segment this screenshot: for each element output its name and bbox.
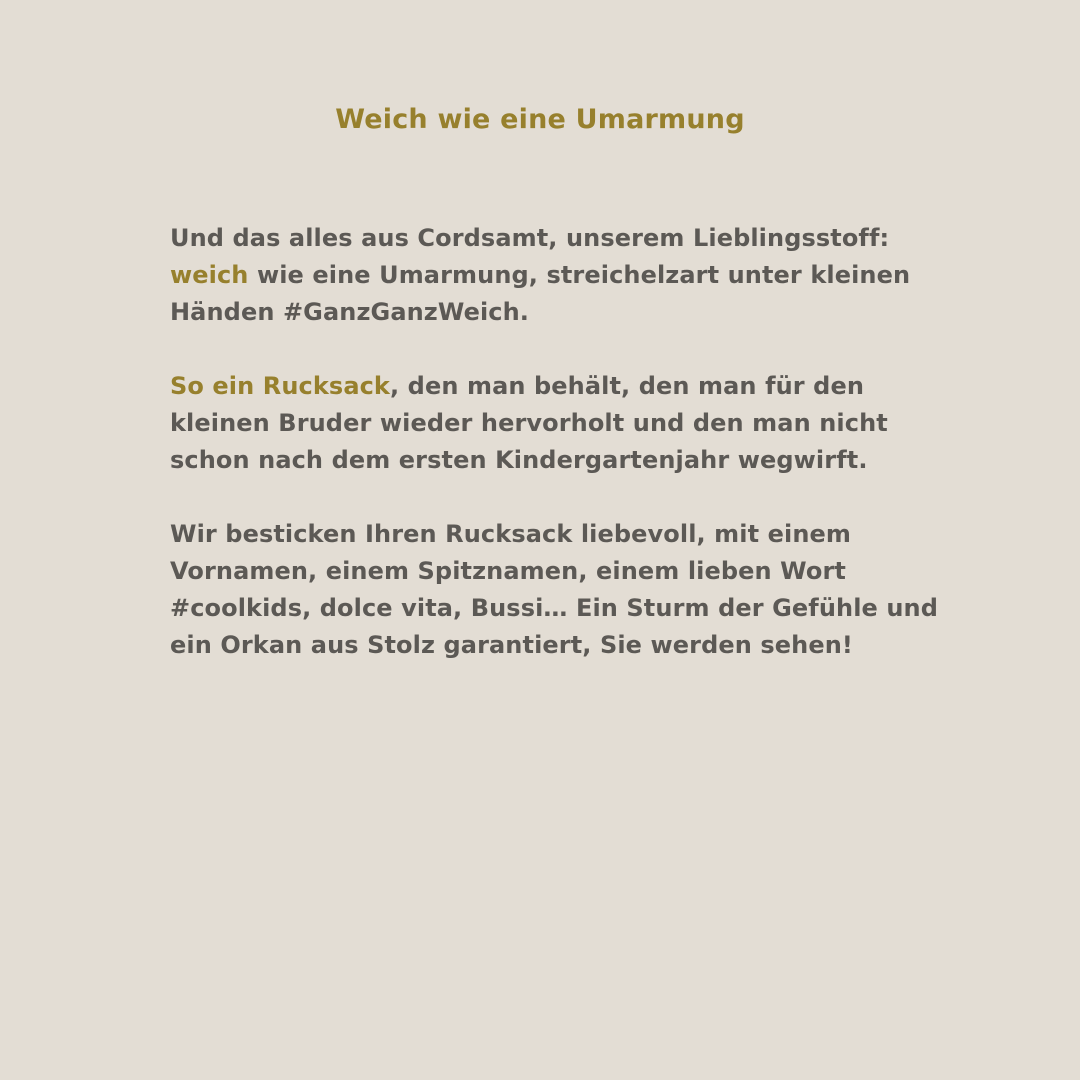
- body-text-span: Vornamen, einem Spitznamen, einem lieben Wort: [170, 557, 846, 585]
- text-line: [170, 590, 939, 627]
- body-text-span: Händen #GanzGanzWeich.: [170, 298, 530, 326]
- body-text-span: , den man behält, den man für den: [390, 372, 865, 400]
- paragraph-material: [170, 220, 930, 331]
- body-text-span: wie eine Umarmung, streichelzart unter kleinen: [248, 261, 911, 289]
- body-text-span: Und das alles aus Cordsamt, unserem Lieblingsstoff:: [170, 224, 890, 252]
- body-text-span: schon nach dem ersten Kindergartenjahr wegwirft.: [170, 446, 868, 474]
- highlight-text: So ein Rucksack: [170, 372, 390, 400]
- text-line: [170, 627, 930, 664]
- text-line: [170, 442, 930, 479]
- paragraph-backpack: [170, 368, 930, 479]
- body-text-span: ein Orkan aus Stolz garantiert, Sie werden sehen!: [170, 631, 853, 659]
- body-text-span: kleinen Bruder wieder hervorholt und den man nicht: [170, 409, 888, 437]
- body-text-span: #coolkids, dolce vita, Bussi… Ein Sturm der Gefühle und: [170, 594, 939, 622]
- text-line: [170, 220, 930, 257]
- text-line: [170, 257, 930, 294]
- paragraph-embroidery: [170, 516, 939, 664]
- highlight-text: weich: [170, 261, 249, 289]
- text-line: [170, 516, 930, 553]
- text-line: [170, 368, 930, 405]
- body-text-span: Wir besticken Ihren Rucksack liebevoll, mit einem: [170, 520, 852, 548]
- text-line: [170, 294, 930, 331]
- headline: Weich wie eine Umarmung: [335, 104, 745, 135]
- body-text: [170, 220, 939, 701]
- text-line: [170, 553, 930, 590]
- text-line: [170, 405, 930, 442]
